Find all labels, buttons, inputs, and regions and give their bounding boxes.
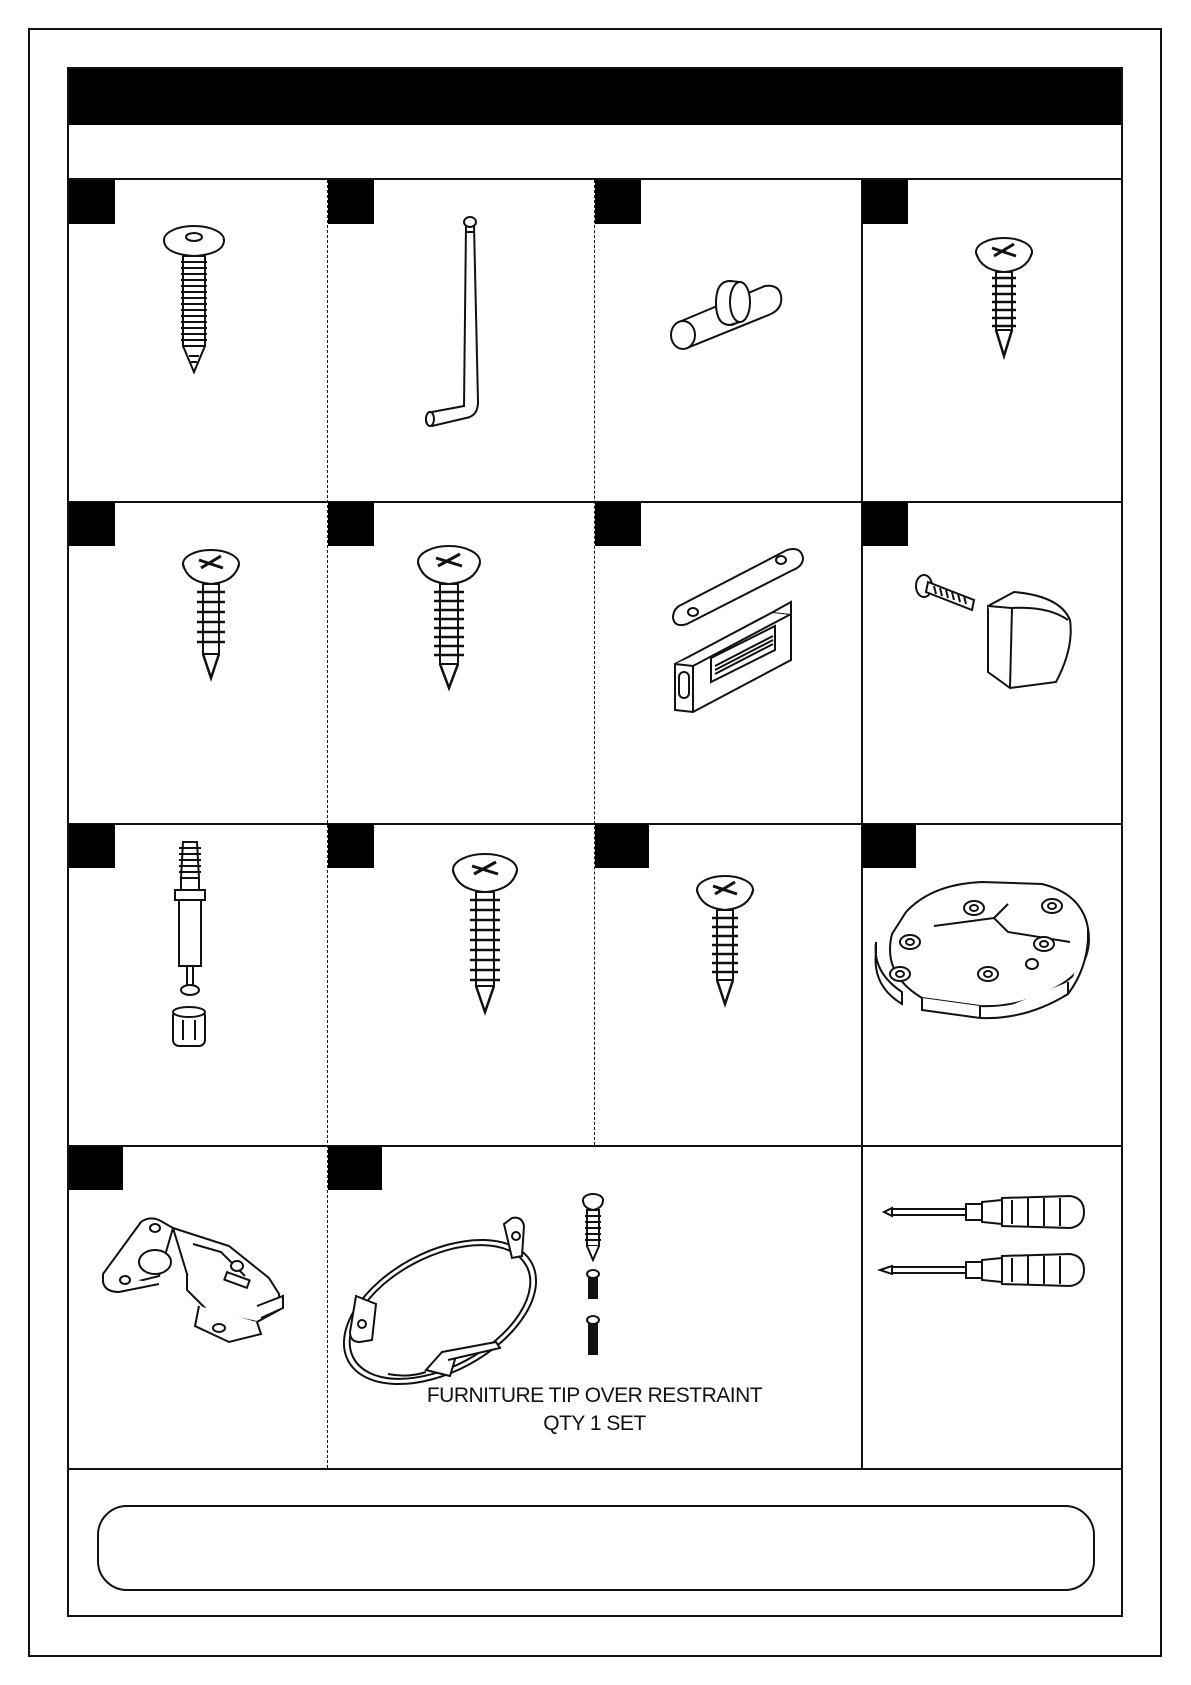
- wood-screw-icon: [862, 180, 1121, 501]
- subheader-row: [69, 125, 1121, 180]
- part-cell-m: [69, 1146, 327, 1468]
- flat-head-bolt-icon: [69, 180, 327, 501]
- wood-screw-icon: [595, 824, 861, 1145]
- knob-with-screw-icon: [862, 502, 1121, 823]
- part-cell-i: [69, 824, 327, 1145]
- part-cell-g: [595, 502, 861, 823]
- restraint-caption-line2: QTY 1 SET: [543, 1412, 646, 1435]
- part-cell-d: [862, 180, 1121, 501]
- flap-hinge-icon: [862, 824, 1121, 1145]
- part-cell-l: [862, 824, 1121, 1145]
- hardware-sheet: [67, 67, 1123, 1617]
- part-cell-b: [328, 180, 594, 501]
- wood-screw-icon: [69, 502, 327, 823]
- part-cell-f: [328, 502, 594, 823]
- allen-key-icon: [328, 180, 594, 501]
- part-cell-e: [69, 502, 327, 823]
- concealed-hinge-icon: [69, 1146, 327, 1468]
- header-bar: [69, 69, 1121, 125]
- note-box: [97, 1505, 1095, 1591]
- wood-screw-icon: [328, 824, 594, 1145]
- part-cell-j: [328, 824, 594, 1145]
- part-cell-h: [862, 502, 1121, 823]
- part-cell-o: [862, 1146, 1121, 1468]
- restraint-caption-line1: FURNITURE TIP OVER RESTRAINT: [426, 1384, 763, 1407]
- part-cell-k: [595, 824, 861, 1145]
- row-divider: [69, 1468, 1121, 1470]
- magnetic-catch-icon: [595, 502, 861, 823]
- part-cell-n: [328, 1146, 861, 1468]
- connector-dowel-icon: [595, 180, 861, 501]
- parts-grid: [69, 180, 1121, 1470]
- part-cell-c: [595, 180, 861, 501]
- wood-screw-icon: [328, 502, 594, 823]
- screwdrivers-icon: [862, 1146, 1121, 1468]
- part-cell-a: [69, 180, 327, 501]
- cam-bolt-and-lock-icon: [69, 824, 327, 1145]
